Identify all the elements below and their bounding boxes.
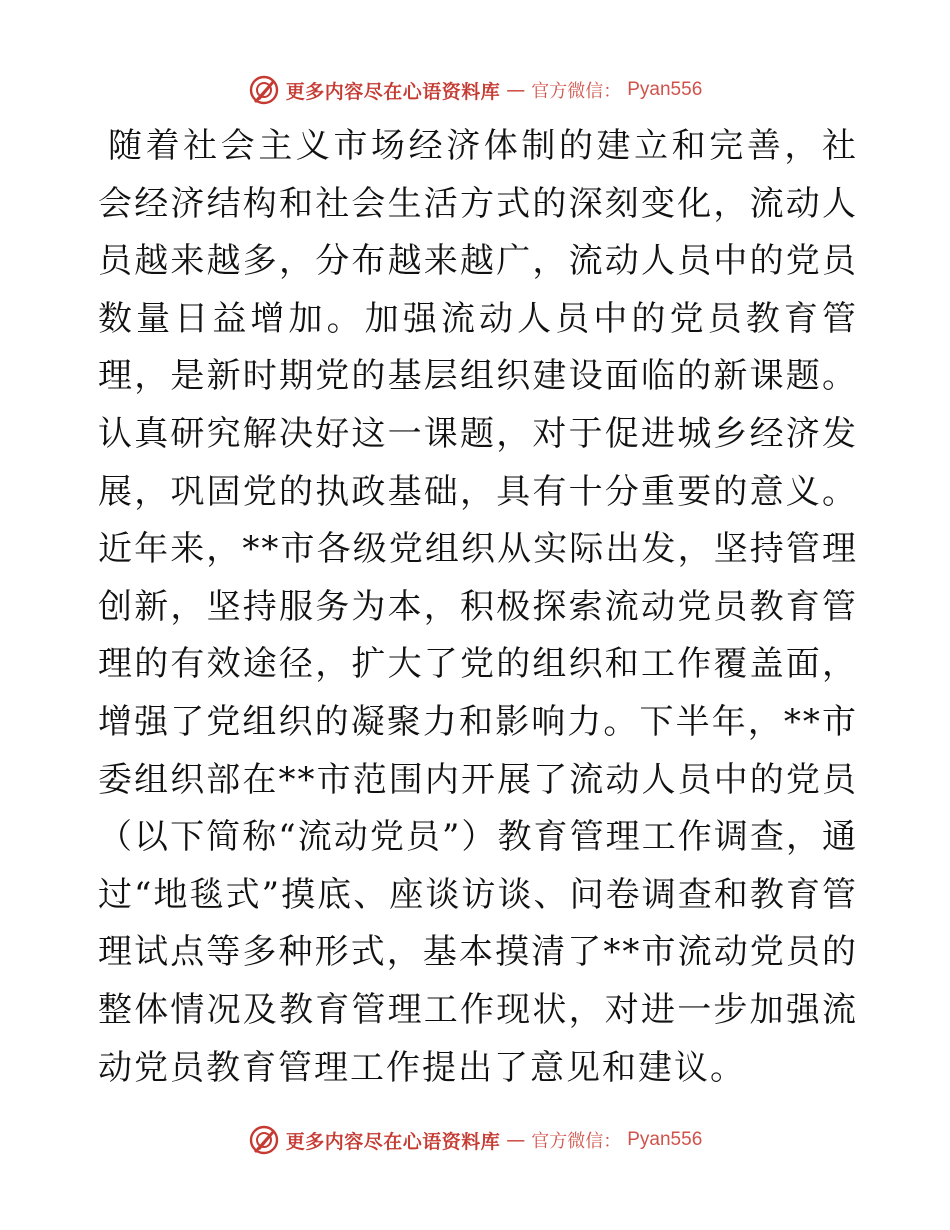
header-separator: — [506,79,526,101]
header-title: 更多内容尽在心语资料库 [285,80,501,103]
footer-wechat-label: 官方微信： [531,1131,622,1152]
brand-logo-icon [248,1124,280,1156]
footer-banner [0,1122,950,1158]
footer-separator: — [506,1129,526,1151]
header-banner [0,72,950,108]
footer-title: 更多内容尽在心语资料库 [285,1130,501,1153]
header-wechat-label: 官方微信： [531,81,622,102]
footer-wechat-account: Pyan556 [627,1129,703,1150]
body-paragraph: 随着社会主义市场经济体制的建立和完善，社会经济结构和社会生活方式的深刻变化，流动人员越来越多，分布越来越广，流动人员中的党员数量日益增加。加强流动人员中的党员教育管理，是新时期党的基层组织建设面临的新课题。认真研究解决好这一课题，对于促进城乡经济发展，巩固党的执政基础，具有十分重要的意义。近年来，**市各级党组织从实际出发，坚持管理创新，坚持服务为本，积极探索流动党员教育管理的有效途径，扩大了党的组织和工作覆盖面，增强了党组织的凝聚力和影响力。下半年，**市委组织部在**市范围内开展了流动人员中的党员（以下简称“流动党员”）教育管理工作调查，通过“地毯式”摸底、座谈访谈、问卷调查和教育管理试点等多种形式，基本摸清了**市流动党员的整体情况及教育管理工作现状，对进一步加强流动党员教育管理工作提出了意见和建议。 [98,126,858,1088]
brand-logo-icon [248,74,280,106]
header-wechat-account: Pyan556 [627,79,703,100]
